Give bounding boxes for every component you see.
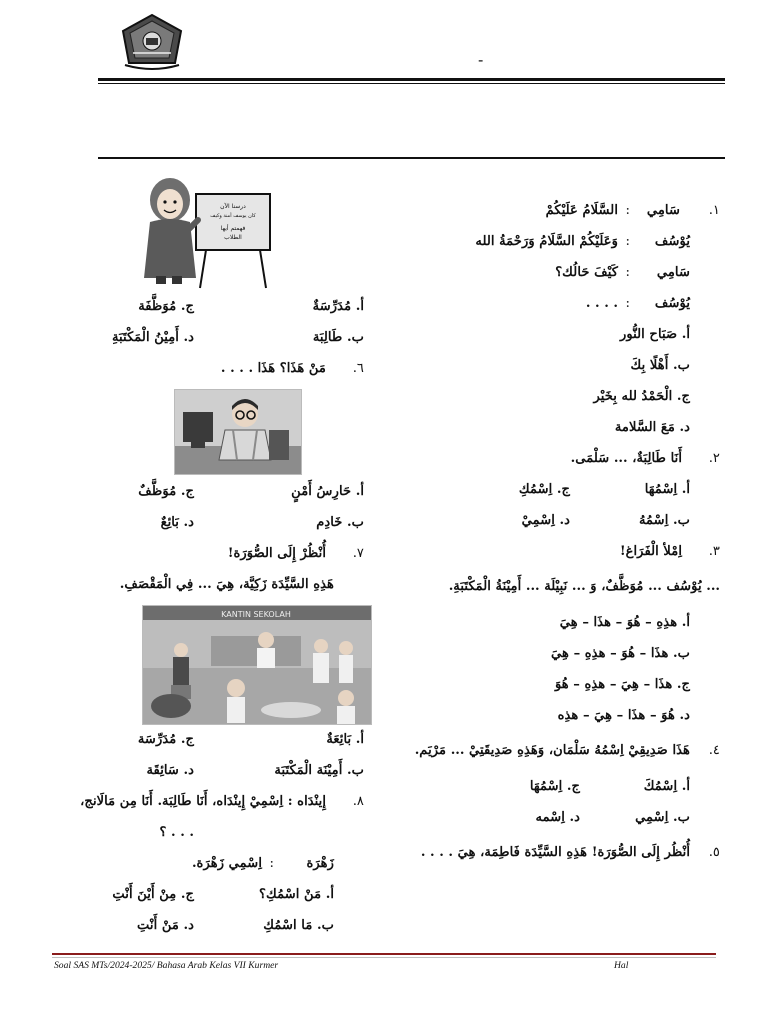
q1-option-b-text: ب. أَهْلًا بِكَ <box>630 358 690 373</box>
q7-option-d: د. سَائِقَة <box>146 763 194 778</box>
q1-option-d-text: د. مَعَ السَّلامة <box>614 420 690 435</box>
q3-text: اِمْلأ الْفَرَاغ! <box>619 544 682 559</box>
right-column <box>382 200 720 879</box>
q1-speaker-1: سَامِي <box>646 203 680 218</box>
q1-colon-2: : <box>625 234 630 249</box>
q8-option-d: د. مَنْ أَنْتِ <box>136 918 194 933</box>
q3-option-d <box>382 705 720 727</box>
header-rule <box>98 78 725 81</box>
q4-option-b: ب. اِسْمِي <box>635 810 690 825</box>
q3-question <box>382 541 720 563</box>
q8-option-c: ج. مِنْ أَيْنَ أَنْتِ <box>112 887 194 902</box>
q7-text: أُنْظُرْ إِلَى الصُّوَرَة! <box>227 546 326 561</box>
q4-options-row-1 <box>382 776 720 798</box>
q1-line-text-1: السَّلَامُ عَلَيْكُمْ <box>545 203 618 218</box>
q2-options-row-1 <box>382 479 720 501</box>
q5-option-b: ب. طَالِبَة <box>312 330 364 345</box>
q7-options-row-1 <box>44 729 364 751</box>
q6-option-a: أ. حَارِسُ أَمْنٍ <box>291 484 364 499</box>
q3-option-b <box>382 643 720 665</box>
q1-option-d <box>382 417 720 439</box>
q1-line-3 <box>382 262 720 284</box>
q8-speaker: زَهْرَة <box>306 856 334 871</box>
header-rule-thin <box>98 83 725 84</box>
svg-text:كان يوسف أمنة وكيف: كان يوسف أمنة وكيف <box>210 213 256 219</box>
q2-text: أَنَا طَالِبَةٌ، ... سَلْمَى. <box>570 451 682 466</box>
q7-number: ٧. <box>352 546 364 561</box>
q5-options-row-1 <box>44 296 364 318</box>
q3-option-d-text: د. هُوَ – هذَا – هِيَ – هذِه <box>557 708 690 723</box>
worker-illustration <box>174 389 302 475</box>
q8-question <box>44 791 364 813</box>
q3-option-b-text: ب. هذَا – هُوَ – هذِهِ – هِيَ <box>551 646 690 661</box>
q8-dialog <box>44 853 364 875</box>
q3-option-c <box>382 674 720 696</box>
footer-rule-thin <box>52 957 716 958</box>
q7-options-row-2 <box>44 760 364 782</box>
q7-subtext <box>44 574 364 596</box>
q2-question <box>382 448 720 470</box>
footer-text: Soal SAS MTs/2024-2025/ Bahasa Arab Kelas VII Kurmer <box>54 960 279 971</box>
q7-option-a: أ. بَائِعَةٌ <box>326 732 364 747</box>
q2-option-b: ب. اِسْمُهُ <box>638 513 690 528</box>
q8-text: إِينْدَاه : اِسْمِيْ إِينْدَاه، أَنَا طَالِبَة. أَنَا مِن مَالَانج، <box>80 794 326 809</box>
left-column <box>44 172 364 946</box>
q3-option-a-text: أ. هذِهِ – هُوَ – هذَا – هِيَ <box>559 615 690 630</box>
q1-line-1 <box>382 200 720 222</box>
q2-option-a: أ. اِسْمُهَا <box>644 482 690 497</box>
q1-speaker-4: يُوْسُف <box>654 296 690 311</box>
q1-line-text-3: كَيْفَ حَالُك؟ <box>555 265 618 280</box>
q1-number: ١. <box>708 203 720 218</box>
q5-option-d: د. أَمِيْنُ الْمَكْتَبَةِ <box>111 330 194 345</box>
q1-option-b <box>382 355 720 377</box>
school-logo <box>119 13 185 73</box>
q4-text: هَذَا صَدِيقِيْ اِسْمُهُ سَلْمَان، وَهَذِهِ صَدِيقَتِيْ ... مَرْيَم. <box>414 743 690 758</box>
q2-options-row-2 <box>382 510 720 532</box>
q8-options-row-2 <box>44 915 364 937</box>
svg-text:فهمتم أيها: فهمتم أيها <box>220 225 246 232</box>
q6-option-d: د. بَائِعٌ <box>160 515 194 530</box>
header-rule-bottom <box>98 157 725 159</box>
q3-option-a <box>382 612 720 634</box>
svg-text:الطلاب: الطلاب <box>224 234 242 241</box>
q8-cont: . . . ؟ <box>159 825 194 840</box>
q6-options-row-1 <box>44 481 364 503</box>
q1-colon-1: : <box>625 203 630 218</box>
q2-option-d: د. اِسْمِيْ <box>521 513 570 528</box>
canteen-illustration <box>142 605 372 725</box>
q3-number: ٣. <box>708 544 720 559</box>
q8-continuation <box>44 822 364 844</box>
q7-sub: هَذِهِ السَّيِّدَة زَكِيَّة، هِيَ ... فِي الْمَقْصَفِ. <box>119 577 334 592</box>
q6-options-row-2 <box>44 512 364 534</box>
q1-option-a-text: أ. صَبَاح النُّور <box>620 327 690 342</box>
q8-option-a: أ. مَنْ اسْمُكِ؟ <box>259 887 334 902</box>
q4-number: ٤. <box>708 743 720 758</box>
q8-colon: : <box>269 856 274 871</box>
q7-option-b: ب. أَمِيْنَة الْمَكْتَبَة <box>274 763 364 778</box>
q1-line-text-4: . . . . <box>585 296 618 311</box>
q4-option-d: د. اِسْمه <box>535 810 580 825</box>
q1-speaker-2: يُوْسُف <box>654 234 690 249</box>
q2-number: ٢. <box>708 451 720 466</box>
teacher-illustration <box>44 172 364 290</box>
q1-colon-3: : <box>625 265 630 280</box>
q1-option-c <box>382 386 720 408</box>
q4-options-row-2 <box>382 807 720 829</box>
q5-option-a: أ. مُدَرِّسَةٌ <box>312 299 364 314</box>
footer-rule <box>52 953 716 955</box>
q1-line-4 <box>382 293 720 315</box>
q4-question <box>382 736 720 766</box>
q7-question <box>44 543 364 565</box>
q5-options-row-2 <box>44 327 364 349</box>
q7-option-c: ج. مُدَرِّسَة <box>137 732 194 747</box>
q1-speaker-3: سَامِي <box>656 265 690 280</box>
header-dash: - <box>478 52 484 69</box>
q5-question <box>382 838 720 868</box>
q4-option-c: ج. اِسْمُهَا <box>529 779 580 794</box>
footer-page-label: Hal <box>614 960 629 971</box>
q1-option-c-text: ج. الْحَمْدُ لله بِخَيْر <box>593 389 690 404</box>
q6-option-b: ب. خَادِم <box>316 515 364 530</box>
q3-option-c-text: ج. هذَا – هِيَ – هذِهِ – هُوَ <box>554 677 690 692</box>
q6-number: ٦. <box>352 361 364 376</box>
q8-options-row-1 <box>44 884 364 906</box>
q5-number: ٥. <box>708 845 720 860</box>
q8-option-b: ب. مَا اسْمُكِ <box>263 918 334 933</box>
q1-colon-4: : <box>625 296 630 311</box>
q6-option-c: ج. مُوَظَّفٌ <box>138 484 194 499</box>
q1-option-a <box>382 324 720 346</box>
q1-line-text-2: وَعَلَيْكُمْ السَّلَامُ وَرَحْمَةُ الله <box>475 234 618 249</box>
q3-sentence <box>382 572 720 602</box>
q5-option-c: ج. مُوَظَّفَة <box>138 299 194 314</box>
canteen-sign: KANTIN SEKOLAH <box>221 610 291 619</box>
q6-question <box>44 358 364 380</box>
q6-text: مَنْ هَذَا؟ هَذَا . . . . <box>220 361 326 376</box>
q5-text: أُنْظُر إِلَى الصُّوَرَة! هَذِهِ السَّيِّدَة فَاطِمَة، هِيَ . . . . <box>420 845 690 860</box>
q8-number: ٨. <box>352 794 364 809</box>
q1-line-2 <box>382 231 720 253</box>
q8-line: اِسْمِي زَهْرَة. <box>191 856 262 871</box>
q4-option-a: أ. اِسْمُكَ <box>643 779 690 794</box>
q3-sentence-text: ... يُوْسُف ... مُوَظَّفٌ، وَ ... نَبِيْلَة ... أَمِيْنَةُ الْمَكْتَبَةِ. <box>448 579 720 594</box>
q2-option-c: ج. اِسْمُكِ <box>518 482 570 497</box>
svg-text:درسنا الآن: درسنا الآن <box>220 203 246 210</box>
